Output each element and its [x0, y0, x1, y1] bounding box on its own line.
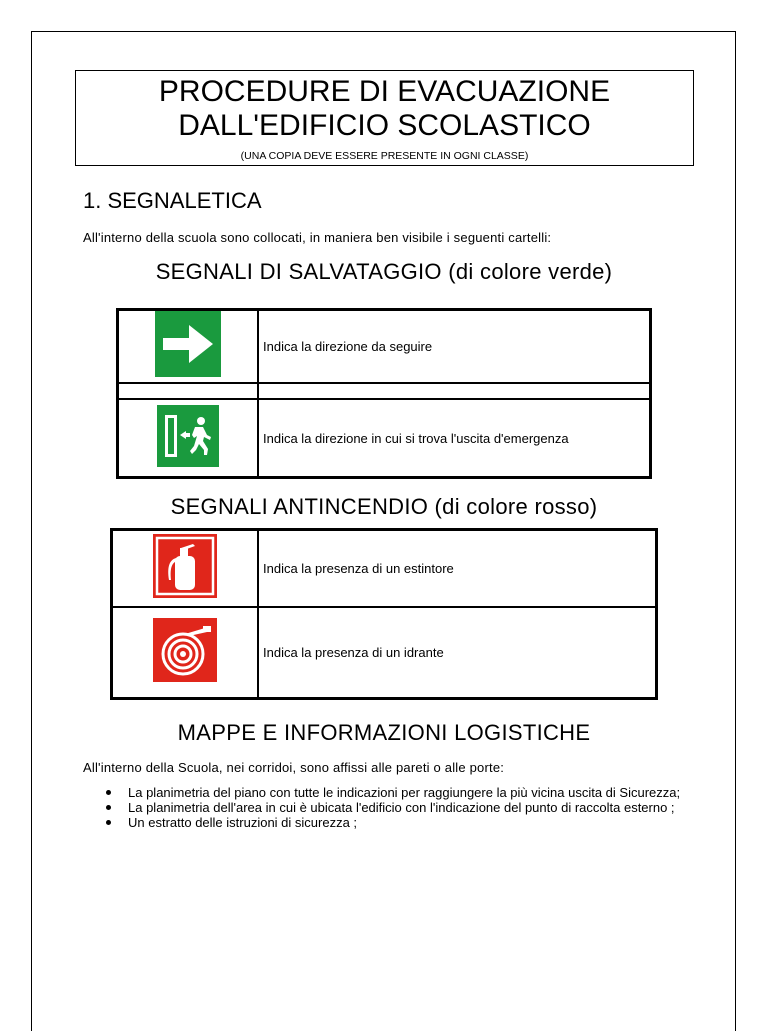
sign-description: Indica la presenza di un estintore: [258, 530, 656, 607]
fire-hose-icon: [153, 618, 217, 687]
sign-icon-cell: [118, 383, 258, 399]
bullet-icon: [106, 820, 111, 825]
sign-description: Indica la presenza di un idrante: [258, 607, 656, 698]
sign-description: Indica la direzione in cui si trova l'uscita d'emergenza: [258, 399, 650, 477]
maps-intro-text: All'interno della Scuola, nei corridoi, sono affissi alle pareti o alle porte:: [83, 760, 505, 775]
table-row: [112, 530, 656, 607]
document-title-line2: DALL'EDIFICIO SCOLASTICO: [178, 109, 591, 142]
document-title-line1: PROCEDURE DI EVACUAZIONE: [158, 75, 611, 108]
bullet-icon: [106, 790, 111, 795]
table-row: [118, 399, 650, 477]
sign-icon-cell: [118, 399, 258, 477]
list-item: [83, 785, 683, 800]
list-item: [83, 815, 683, 830]
list-item-text: Un estratto delle istruzioni di sicurezza ;: [128, 815, 358, 830]
maps-heading: MAPPE E INFORMAZIONI LOGISTICHE: [177, 720, 591, 745]
section-intro-text: All'interno della scuola sono collocati, in maniera ben visibile i seguenti cartelli:: [83, 230, 552, 245]
title-box: [75, 70, 694, 166]
sign-icon-cell: [112, 530, 258, 607]
table-row: [118, 383, 650, 399]
list-item-text: La planimetria dell'area in cui è ubicata l'edificio con l'indicazione del punto di raccolta esterno ;: [128, 800, 675, 815]
document-subtitle: (UNA COPIA DEVE ESSERE PRESENTE IN OGNI CLASSE): [240, 150, 529, 162]
arrow-right-icon: [155, 311, 221, 382]
maps-list: [83, 785, 683, 830]
sign-icon-cell: [112, 607, 258, 698]
fire-extinguisher-icon: [153, 534, 217, 603]
list-item-text: La planimetria del piano con tutte le indicazioni per raggiungere la più vicina uscita di Sicurezza;: [128, 785, 681, 800]
section-heading-segnaletica: 1. SEGNALETICA: [83, 188, 262, 213]
bullet-icon: [106, 805, 111, 810]
sign-description: Indica la direzione da seguire: [258, 310, 650, 383]
emergency-exit-icon: [157, 405, 219, 472]
list-item: [83, 800, 683, 815]
rescue-signs-heading: SEGNALI DI SALVATAGGIO (di colore verde): [155, 259, 613, 284]
table-row: [118, 310, 650, 383]
rescue-signs-table: [116, 308, 652, 479]
fire-signs-heading: SEGNALI ANTINCENDIO (di colore rosso): [170, 494, 598, 519]
fire-signs-table: [110, 528, 658, 700]
table-row: [112, 607, 656, 698]
sign-description: [258, 383, 650, 399]
sign-icon-cell: [118, 310, 258, 383]
